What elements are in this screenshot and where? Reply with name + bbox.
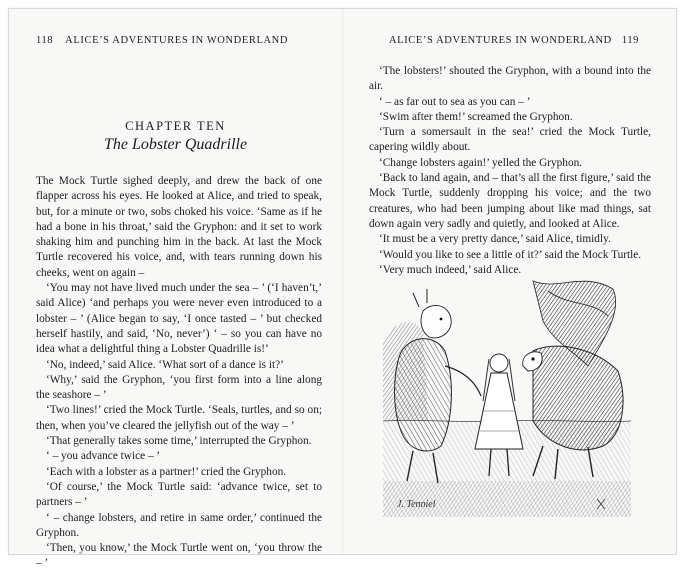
paragraph: ‘ – you advance twice – ’ (46, 450, 161, 463)
paragraph: ‘Of course,’ the Mock Turtle said: ‘advance twice, set to partners – ’ (36, 480, 322, 509)
paragraph: ‘Two lines!’ cried the Mock Turtle. ‘Seals, turtles, and so on; then, when you’ve cleared the jellyfish out of the way – ’ (36, 404, 322, 432)
paragraph: ‘That generally takes some time,’ interrupted the Gryphon. (46, 435, 312, 448)
paragraph: ‘Why,’ said the Gryphon, ‘you first form into a line along the seashore – ’ (36, 373, 322, 402)
illustration-signature: J. Tenniel (397, 499, 436, 510)
left-running-head-title: ALICE’S ADVENTURES IN WONDERLAND (65, 35, 289, 46)
paragraph: ‘Change lobsters again!’ yelled the Gryphon. (379, 156, 583, 169)
paragraph: The Mock Turtle sighed deeply, and drew the back of one flapper across his eyes. He looked at Alice, and tried to speak, but, for a minute or two, sobs choked his voice. ‘Same as if he had a bone in his throat,’ said the Gryphon: and it set to work shaking him and punching him in the back. At last the Mock Turtle recovered his voice, and, with tears running down his cheeks, went on again – (36, 175, 322, 279)
paragraph: ‘You may not have lived much under the sea – ’ (‘I haven’t,’ said Alice) ‘and perhaps you were never even introduced to a lobster – ’ (Alice began to say, ‘I once tasted – ’ but checked herself hastily, and said, ‘No, never’) ‘ – so you can have no idea what a delightful thing a Lobster Quadrille is!’ (36, 282, 322, 356)
right-running-head-title: ALICE’S ADVENTURES IN WONDERLAND (389, 35, 612, 46)
right-running-header (389, 35, 639, 46)
paragraph: ‘Then, you know,’ the Mock Turtle went on, ‘you throw the – ’ (36, 542, 322, 570)
chapter-label: CHAPTER TEN (125, 119, 226, 133)
chapter-title: The Lobster Quadrille (103, 136, 248, 153)
right-page (344, 9, 676, 554)
paragraph: ‘Each with a lobster as a partner!’ cried the Gryphon. (46, 465, 287, 478)
book-spread (8, 8, 677, 570)
left-page-number: 118 (36, 35, 54, 46)
paragraph: ‘Very much indeed,’ said Alice. (379, 263, 522, 276)
paragraph: ‘Back to land again, and – that’s all the first figure,’ said the Mock Turtle, suddenly dropping his voice; and the two creatures, who had been jumping about like mad things, sat down again very sadly and quietly, and looked at Alice. (369, 172, 651, 230)
tenniel-illustration (383, 271, 631, 517)
paragraph: ‘No, indeed,’ said Alice. ‘What sort of a dance is it?’ (46, 358, 284, 371)
paragraph: ‘Swim after them!’ screamed the Gryphon. (379, 110, 573, 123)
left-page-body (36, 174, 322, 572)
paragraph: ‘ – change lobsters, and retire in same order,’ continued the Gryphon. (36, 511, 322, 539)
paragraph: ‘Would you like to see a little of it?’ said the Mock Turtle. (379, 248, 642, 261)
left-running-header (36, 35, 288, 46)
paragraph: ‘Turn a somersault in the sea!’ cried the Mock Turtle, capering wildly about. (369, 126, 651, 154)
right-page-number: 119 (621, 35, 640, 46)
left-page (9, 9, 342, 570)
right-page-body (369, 64, 651, 278)
paragraph: ‘It must be a very pretty dance,’ said Alice, timidly. (379, 233, 611, 246)
paragraph: ‘The lobsters!’ shouted the Gryphon, with a bound into the air. (369, 65, 651, 93)
paragraph: ‘ – as far out to sea as you can – ’ (379, 95, 531, 108)
